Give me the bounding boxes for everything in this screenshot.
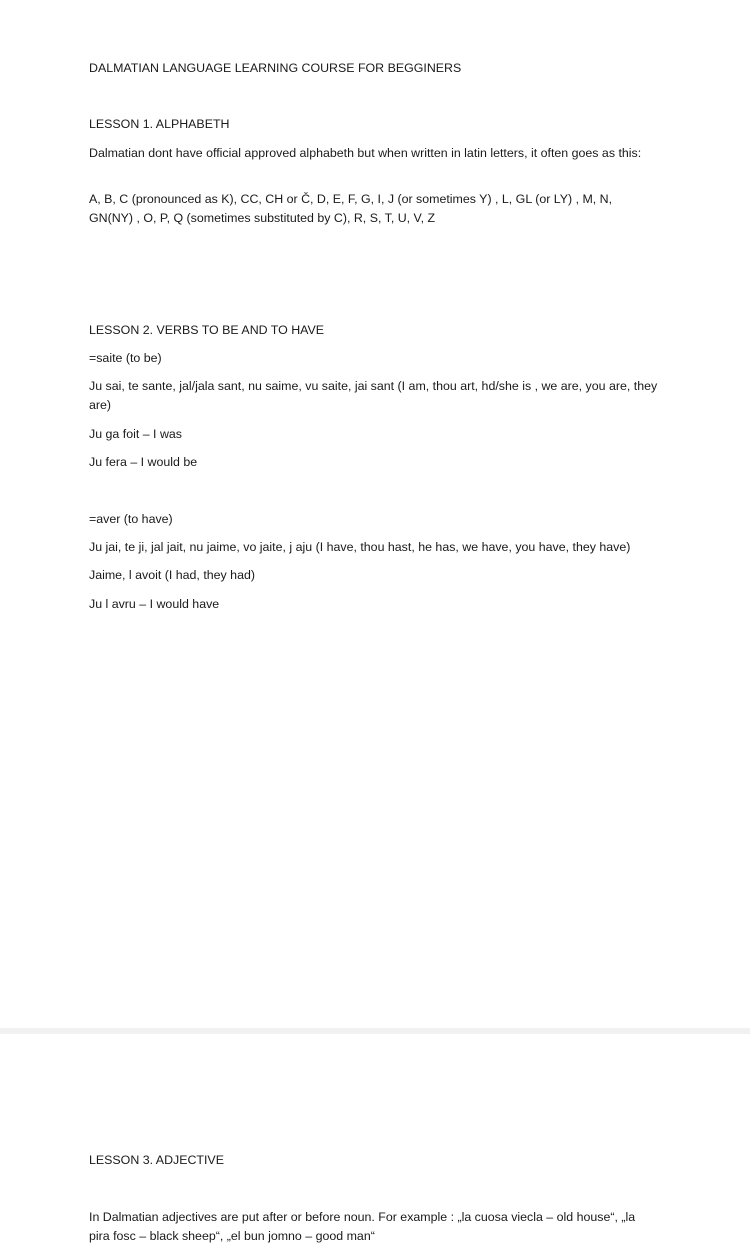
to-have-title: =aver (to have) bbox=[89, 512, 173, 526]
lesson-1-heading: LESSON 1. ALPHABETH bbox=[89, 117, 230, 131]
lesson-3-intro: In Dalmatian adjectives are put after or before noun. For example : „la cuosa viecla – old house“, „la pira fosc – black sheep“, „el bun jomno – good man“ bbox=[89, 1210, 636, 1243]
document-title: DALMATIAN LANGUAGE LEARNING COURSE FOR BEGGINERS bbox=[89, 61, 462, 75]
to-have-past: Jaime, l avoit (I had, they had) bbox=[89, 568, 255, 582]
to-be-past: Ju ga foit – I was bbox=[89, 427, 182, 441]
to-be-conjugation: Ju sai, te sante, jal/jala sant, nu saime, vu saite, jai sant (I am, thou art, hd/she is , we are, you are, they are) bbox=[89, 379, 658, 412]
to-be-title: =saite (to be) bbox=[89, 351, 162, 365]
document-page-2 bbox=[0, 1034, 750, 1252]
to-have-conditional: Ju l avru – I would have bbox=[89, 597, 220, 611]
lesson-3-heading: LESSON 3. ADJECTIVE bbox=[89, 1153, 224, 1167]
lesson-1-intro: Dalmatian dont have official approved alphabeth but when written in latin letters, it often goes as this: bbox=[89, 146, 642, 160]
to-have-conjugation: Ju jai, te ji, jal jait, nu jaime, vo jaite, j aju (I have, thou hast, he has, we have, you have, they have) bbox=[89, 540, 631, 554]
lesson-1-letters: A, B, C (pronounced as K), CC, CH or Č, D, E, F, G, I, J (or sometimes Y) , L, GL (or LY) , M, N, GN(NY) , O, P, Q (sometimes substituted by C), R, S, T, U, V, Z bbox=[89, 192, 613, 225]
lesson-2-heading: LESSON 2. VERBS TO BE AND TO HAVE bbox=[89, 323, 325, 337]
to-be-conditional: Ju fera – I would be bbox=[89, 455, 198, 469]
